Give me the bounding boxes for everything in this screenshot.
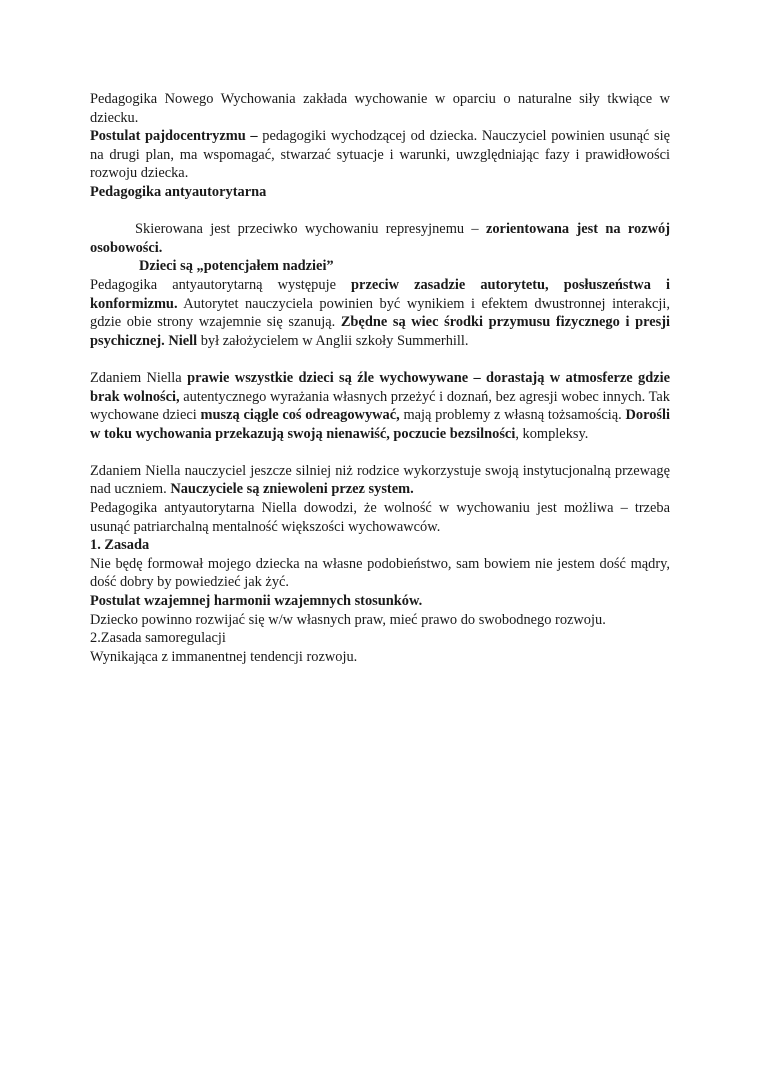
- heading-zasada-2: [90, 629, 670, 648]
- paragraph-niell-dzieci: [90, 369, 670, 443]
- represyjne-text: Skierowana jest przeciwko wychowaniu represyjnemu –: [135, 221, 486, 238]
- paragraph-nauczyciel: [90, 462, 670, 499]
- paragraph-wolnosc: [90, 499, 670, 536]
- prawa-text: Dziecko powinno rozwijać się w/w własnych praw, mieć prawo do swobodnego rozwoju.: [90, 611, 606, 628]
- niell-bold-1: prawie wszystkie dzieci są źle wychowywane – dorastają w atmosferze gdzie brak wolności,: [90, 369, 670, 405]
- postulat-text: pedagogiki wychodzącej od dziecka. Nauczyciel powinien usunąć się na drugi plan, ma wspomagać, stwarzać sytuacje i warunki, uwzględniając fazy i prawidłowości rozwoju dziecka.: [90, 128, 670, 182]
- blank-line: [90, 443, 670, 462]
- zasada-2-text: 2.Zasada samoregulacji: [90, 630, 226, 647]
- autorytet-bold-1: przeciw zasadzie autorytetu, posłuszeństwa i konformizmu.: [90, 276, 670, 312]
- autorytet-text-1: Pedagogika antyautorytarną występuje: [90, 276, 352, 293]
- niell-text-4: , kompleksy.: [515, 425, 589, 442]
- nauczyciel-text: Zdaniem Niella nauczyciel jeszcze silniej niż rodzice wykorzystuje swoją instytucjonalną przewagę nad uczniem.: [90, 462, 670, 498]
- niell-bold-2: muszą ciągle coś odreagowywać,: [200, 407, 400, 424]
- niell-text-2: autentycznego wyrażania własnych przeżyć i doznań, bez agresji wobec innych. Tak wychowane dzieci: [90, 388, 670, 424]
- subheading-potencjal: [90, 257, 670, 276]
- podobienstwo-text: Nie będę formował mojego dziecka na własne podobieństwo, sam bowiem nie jestem dość mądry, dość dobry by powiedzieć jak żyć.: [90, 555, 670, 591]
- represyjne-bold: zorientowana jest na rozwój osobowości.: [90, 221, 670, 256]
- wolnosc-text: Pedagogika antyautorytarna Niella dowodzi, że wolność w wychowaniu jest możliwa – trzeba usunąć patriarchalną mentalność większości wychowawców.: [90, 500, 670, 535]
- autorytet-text-3: był założycielem w Anglii szkoły Summerhill.: [197, 332, 469, 349]
- paragraph-prawa: [90, 611, 670, 630]
- blank-line: [90, 202, 670, 221]
- heading-postulat-harmonii: [90, 592, 670, 611]
- postulat-heading: Postulat pajdocentryzmu –: [90, 128, 258, 145]
- heading-zasada-1: [90, 536, 670, 555]
- niell-bold-3: Dorośli w toku wychowania przekazują swoją nienawiść, poczucie bezsilności: [90, 407, 670, 442]
- harmonii-text: Postulat wzajemnej harmonii wzajemnych stosunków.: [90, 593, 423, 610]
- autorytet-bold-2: Zbędne są wiec środki przymusu fizycznego i presji psychicznej. Niell: [90, 314, 670, 349]
- intro-text: Pedagogika Nowego Wychowania zakłada wychowanie w oparciu o naturalne siły tkwiące w dziecku.: [90, 91, 670, 126]
- document-page: [90, 90, 670, 666]
- subheading-text: Dzieci są „potencjałem nadziei”: [139, 258, 334, 275]
- nauczyciel-bold: Nauczyciele są zniewoleni przez system.: [170, 481, 414, 498]
- blank-line: [90, 350, 670, 369]
- paragraph-podobienstwo: [90, 555, 670, 592]
- paragraph-autorytet: [90, 276, 670, 350]
- immanentnej-text: Wynikająca z immanentnej tendencji rozwoju.: [90, 648, 358, 665]
- niell-text-3: mają problemy z własną tożsamością.: [399, 407, 626, 424]
- zasada-1-text: 1. Zasada: [90, 537, 150, 554]
- section-heading-antyautorytarna: [90, 183, 670, 202]
- paragraph-pajdocentryzm: [90, 127, 670, 183]
- autorytet-text-2: Autorytet nauczyciela powinien być wynikiem i efektem dwustronnej interakcji, gdzie obie strony wzajemnie się szanują.: [90, 295, 670, 331]
- paragraph-represyjne: [90, 220, 670, 257]
- paragraph-intro: [90, 90, 670, 127]
- niell-text-1: Zdaniem Niella: [90, 369, 188, 386]
- paragraph-immanentnej: [90, 648, 670, 667]
- heading-text: Pedagogika antyautorytarna: [90, 183, 267, 200]
